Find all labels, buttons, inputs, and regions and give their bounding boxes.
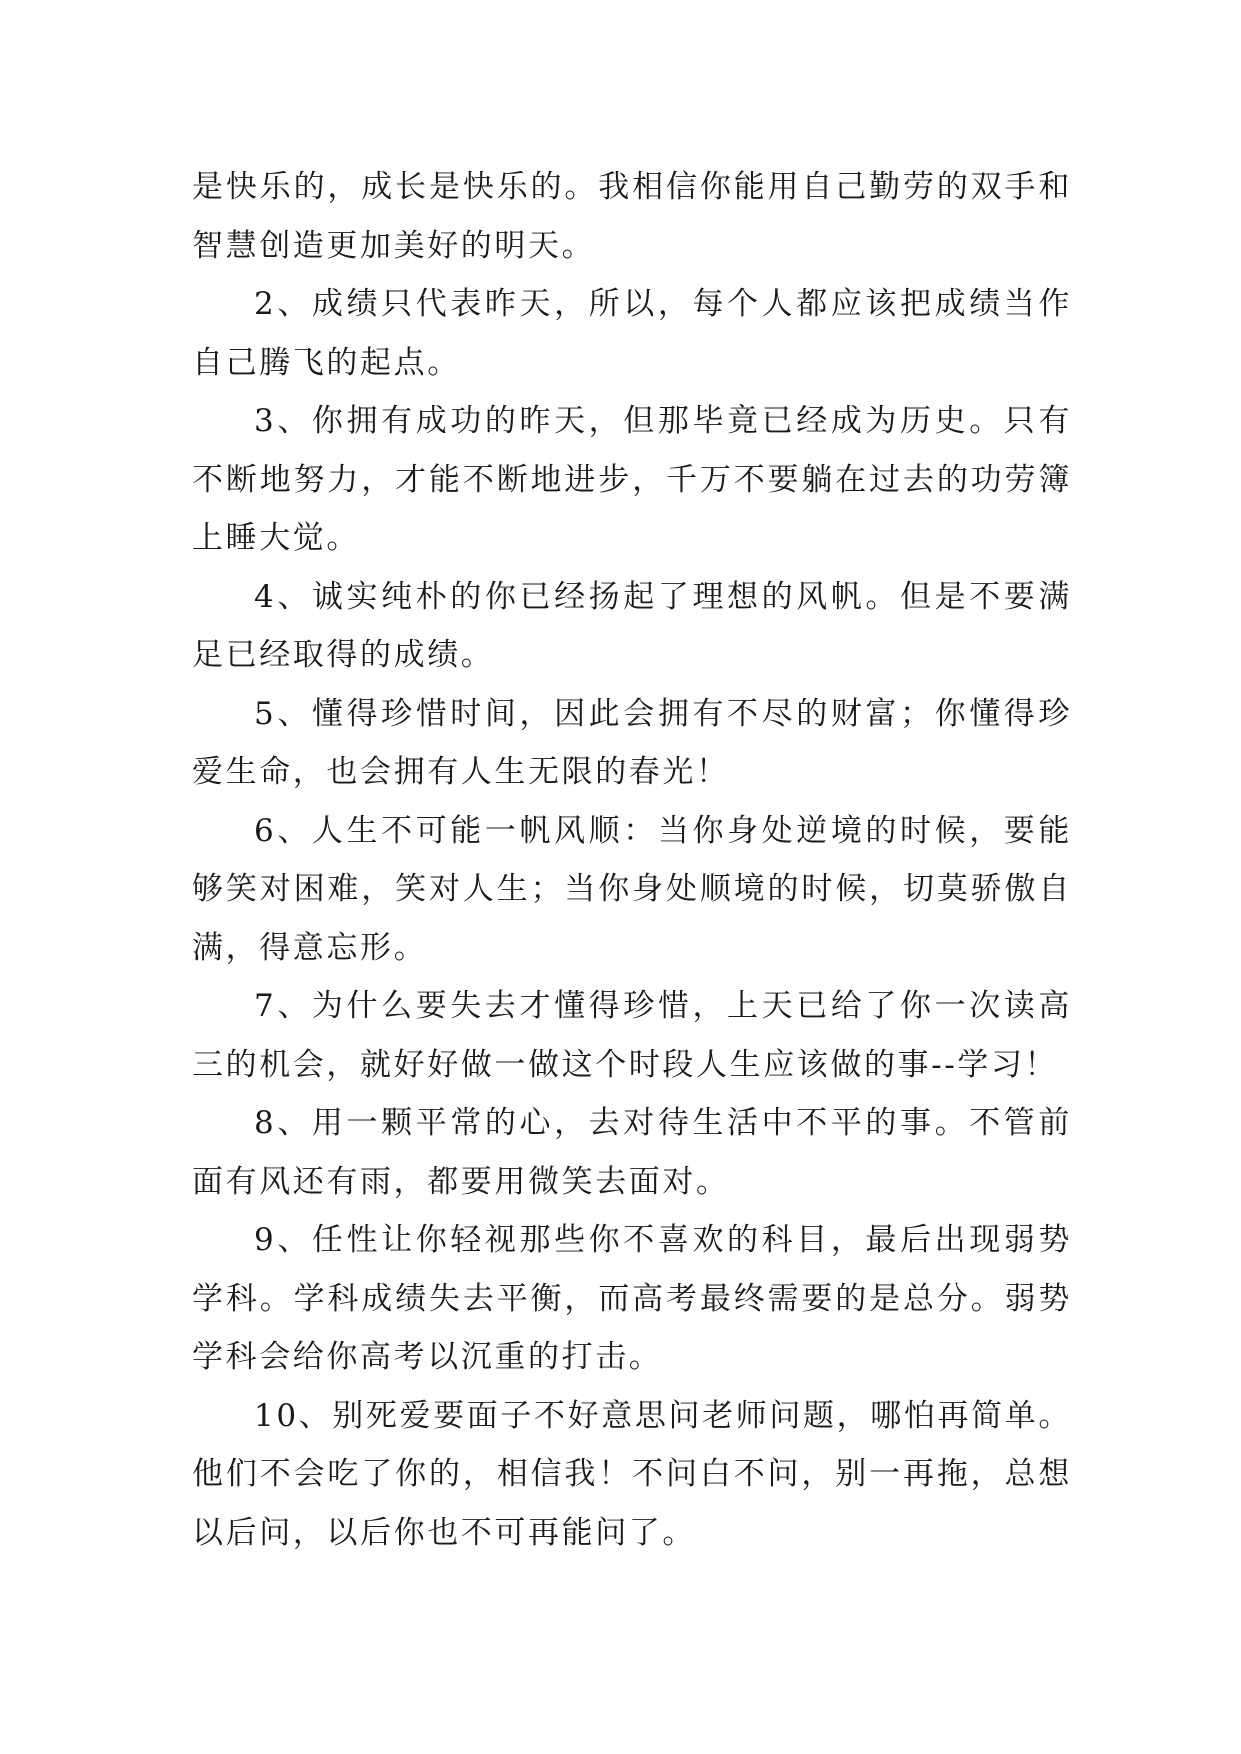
paragraph-item-9: 9、任性让你轻视那些你不喜欢的科目，最后出现弱势学科。学科成绩失去平衡，而高考最终需要的是总分。弱势学科会给你高考以沉重的打击。	[192, 1222, 1072, 1375]
document-body	[192, 158, 1072, 1562]
paragraph-item-3: 3、你拥有成功的昨天，但那毕竟已经成为历史。只有不断地努力，才能不断地进步，千万不要躺在过去的功劳簿上睡大觉。	[192, 403, 1072, 556]
paragraph-item-5: 5、懂得珍惜时间，因此会拥有不尽的财富；你懂得珍爱生命，也会拥有人生无限的春光！	[192, 695, 1072, 790]
paragraph-continuation: 是快乐的，成长是快乐的。我相信你能用自己勤劳的双手和智慧创造更加美好的明天。	[192, 169, 1072, 264]
paragraph-item-10: 10、别死爱要面子不好意思问老师问题，哪怕再简单。他们不会吃了你的，相信我！不问白不问，别一再拖，总想以后问，以后你也不可再能问了。	[192, 1397, 1072, 1551]
paragraph-item-8: 8、用一颗平常的心，去对待生活中不平的事。不管前面有风还有雨，都要用微笑去面对。	[192, 1105, 1072, 1200]
paragraph-item-4: 4、诚实纯朴的你已经扬起了理想的风帆。但是不要满足已经取得的成绩。	[192, 578, 1072, 673]
paragraph-item-2: 2、成绩只代表昨天，所以，每个人都应该把成绩当作自己腾飞的起点。	[192, 286, 1072, 381]
paragraph-item-6: 6、人生不可能一帆风顺：当你身处逆境的时候，要能够笑对困难，笑对人生；当你身处顺境的时候，切莫骄傲自满，得意忘形。	[192, 812, 1072, 966]
paragraph-item-7: 7、为什么要失去才懂得珍惜，上天已给了你一次读高三的机会，就好好做一做这个时段人生应该做的事--学习！	[192, 988, 1072, 1083]
